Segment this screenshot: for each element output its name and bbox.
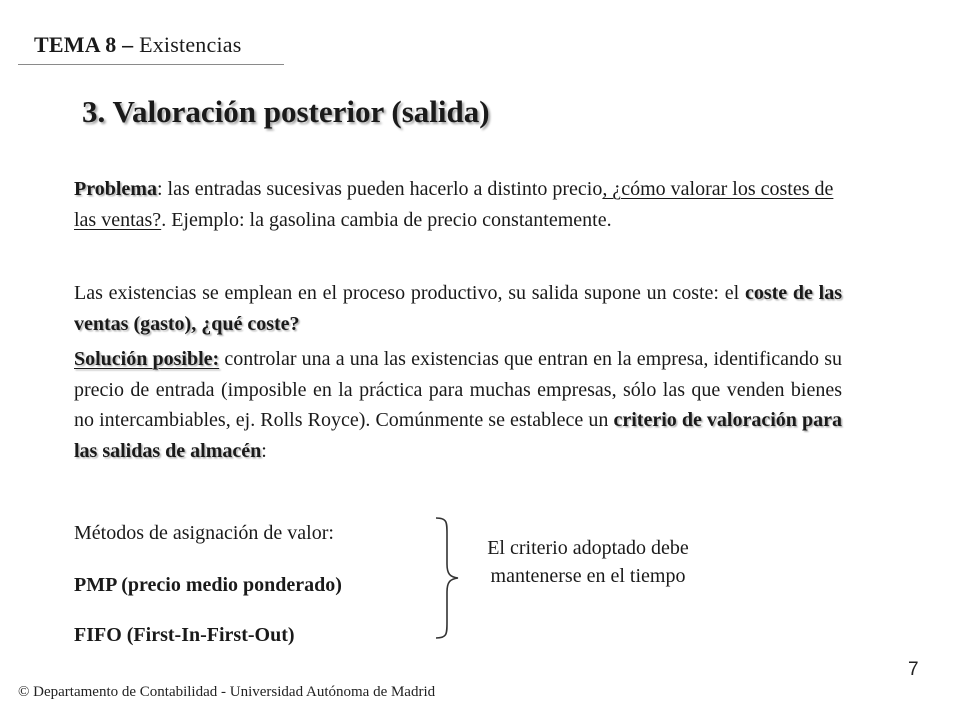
method-item: FIFO (First-In-First-Out) xyxy=(74,624,295,646)
problem-question: , ¿cómo valorar los costes de las ventas? xyxy=(74,178,834,231)
paragraph-problem xyxy=(74,174,842,235)
footer-copyright: © Departamento de Contabilidad - Universidad Autónoma de Madrid xyxy=(18,684,436,700)
criteria-note: El criterio adoptado debe mantenerse en el tiempo xyxy=(487,537,689,587)
header-topic xyxy=(34,32,241,58)
header-topic-name: Existencias xyxy=(133,32,242,57)
solution-emphasis: criterio de valoración para las salidas de almacén xyxy=(74,409,842,462)
cost-text: Las existencias se emplean en el proceso productivo, su salida supone un coste: el xyxy=(74,282,745,304)
paragraph-solution xyxy=(74,344,842,466)
slide-title: 3. Valoración posterior (salida) xyxy=(82,94,490,129)
solution-colon: : xyxy=(261,439,267,462)
cost-emphasis: coste de las ventas (gasto), ¿qué coste? xyxy=(74,282,842,335)
solution-text: controlar una a una las existencias que entran en la empresa, identificando su precio de entrada (imposible en la práctica para muchas empresas, sólo las que venden bienes no intercambiables, ej. Rolls Royce). Comúnmente se establece un xyxy=(74,348,842,431)
problem-label: Problema xyxy=(74,178,157,200)
solution-label: Solución posible: xyxy=(74,348,220,370)
problem-example: . Ejemplo: la gasolina cambia de precio constantemente. xyxy=(161,208,612,231)
header-divider xyxy=(18,64,284,65)
method-item: PMP (precio medio ponderado) xyxy=(74,574,342,596)
right-brace-icon xyxy=(432,514,464,642)
header-topic-number: TEMA 8 – xyxy=(34,32,134,57)
page-number: 7 xyxy=(908,659,919,680)
paragraph-cost xyxy=(74,278,842,339)
methods-heading: Métodos de asignación de valor: xyxy=(74,522,334,544)
problem-text: : las entradas sucesivas pueden hacerlo a distinto precio xyxy=(156,178,603,200)
